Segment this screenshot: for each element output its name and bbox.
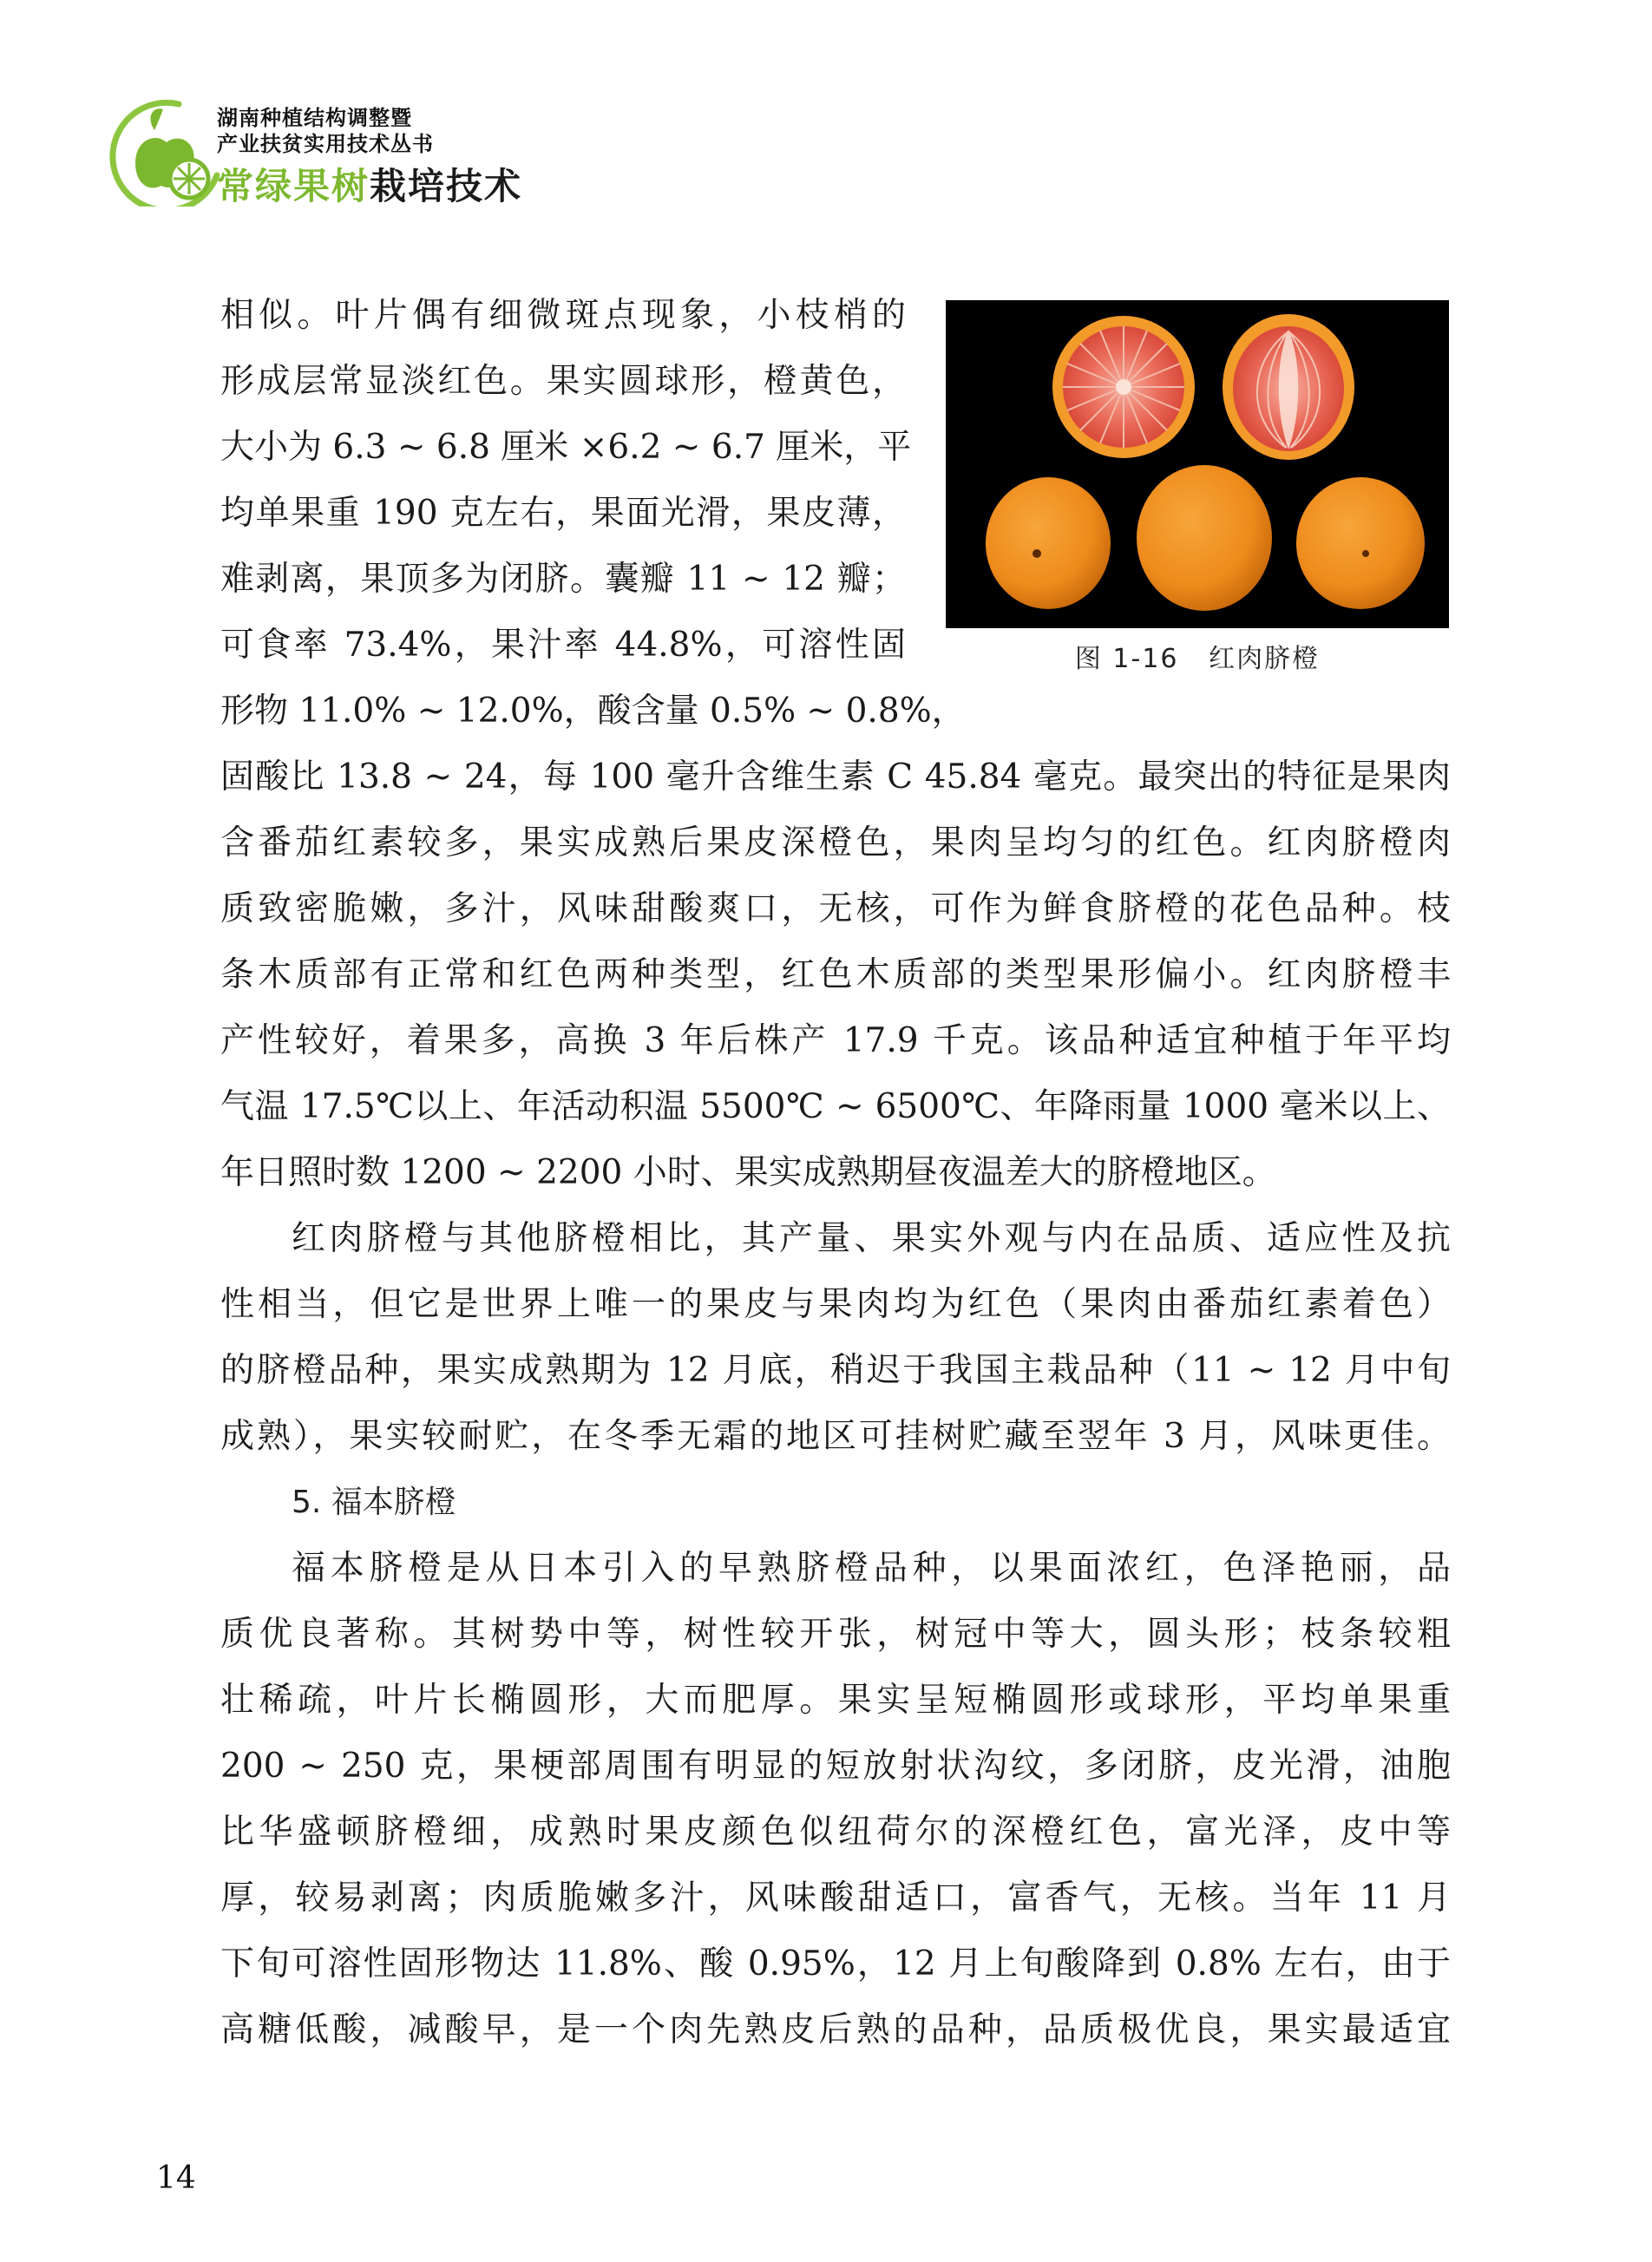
body-line: 质优良著称。其树势中等，树性较开张，树冠中等大，圆头形；枝条较粗 — [220, 1615, 1451, 1654]
body-line: 200 ~ 250 克，果梗部周围有明显的短放射状沟纹，多闭脐，皮光滑，油胞 — [220, 1747, 1451, 1786]
whole-orange-left — [986, 477, 1111, 609]
whole-orange-right — [1296, 477, 1425, 609]
body-line: 质致密脆嫩，多汁，风味甜酸爽口，无核，可作为鲜食脐橙的花色品种。枝 — [220, 889, 1451, 928]
book-title-dark: 栽培技术 — [370, 165, 523, 207]
figure-1-16 — [946, 300, 1449, 675]
body-line: 形物 11.0% ~ 12.0%，酸含量 0.5% ~ 0.8%， — [220, 692, 966, 731]
body-line: 高糖低酸，减酸早，是一个肉先熟皮后熟的品种，品质极优良，果实最适宜 — [220, 2010, 1451, 2049]
page-number: 14 — [156, 2160, 196, 2196]
body-line: 相似。叶片偶有细微斑点现象，小枝梢的 — [220, 296, 906, 335]
body-line: 难剥离，果顶多为闭脐。囊瓣 11 ~ 12 瓣； — [220, 560, 906, 599]
body-line: 固酸比 13.8 ~ 24，每 100 毫升含维生素 C 45.84 毫克。最突出的特征是果肉 — [220, 757, 1451, 797]
series-title-line-2: 产业扶贫实用技术丛书 — [217, 132, 434, 156]
citrus-logo-icon — [102, 95, 224, 207]
red-navel-orange-photo — [946, 300, 1449, 628]
body-line: 形成层常显淡红色。果实圆球形，橙黄色， — [220, 362, 906, 401]
body-line: 可食率 73.4%，果汁率 44.8%，可溶性固 — [220, 626, 906, 665]
body-line: 大小为 6.3 ~ 6.8 厘米 ×6.2 ~ 6.7 厘米，平 — [220, 428, 912, 467]
body-line: 条木质部有正常和红色两种类型，红色木质部的类型果形偏小。红肉脐橙丰 — [220, 955, 1451, 994]
figure-caption: 图 1-16 红肉脐橙 — [1074, 644, 1321, 674]
orange-longitudinal-section — [1223, 314, 1354, 460]
running-header — [102, 95, 588, 208]
whole-orange-middle — [1137, 465, 1272, 611]
body-line: 含番茄红素较多，果实成熟后果皮深橙色，果肉呈均匀的红色。红肉脐橙肉 — [220, 823, 1451, 862]
body-line: 厚，较易剥离；肉质脆嫩多汁，风味酸甜适口，富香气，无核。当年 11 月 — [220, 1878, 1451, 1918]
body-line: 的脐橙品种，果实成熟期为 12 月底，稍迟于我国主栽品种（11 ~ 12 月中旬 — [220, 1351, 1451, 1390]
series-title-line-1: 湖南种植结构调整暨 — [217, 106, 412, 130]
book-title-green: 常绿果树 — [217, 165, 370, 207]
body-line: 均单果重 190 克左右，果面光滑，果皮薄， — [220, 494, 906, 533]
body-line: 壮稀疏，叶片长椭圆形，大而肥厚。果实呈短椭圆形或球形，平均单果重 — [220, 1681, 1451, 1720]
body-line: 福本脐橙是从日本引入的早熟脐橙品种，以果面浓红，色泽艳丽，品 — [292, 1549, 1451, 1588]
body-line: 红肉脐橙与其他脐橙相比，其产量、果实外观与内在品质、适应性及抗 — [292, 1219, 1451, 1258]
body-line: 气温 17.5℃以上、年活动积温 5500℃ ~ 6500℃、年降雨量 1000 毫米以上、 — [220, 1087, 1451, 1126]
body-line: 产性较好，着果多，高换 3 年后株产 17.9 千克。该品种适宜种植于年平均 — [220, 1021, 1451, 1060]
orange-cross-section — [1052, 316, 1195, 458]
body-line: 年日照时数 1200 ~ 2200 小时、果实成熟期昼夜温差大的脐橙地区。 — [220, 1153, 1276, 1192]
body-line: 下旬可溶性固形物达 11.8%、酸 0.95%，12 月上旬酸降到 0.8% 左右，由于 — [220, 1944, 1451, 1983]
body-line: 成熟），果实较耐贮，在冬季无霜的地区可挂树贮藏至翌年 3 月，风味更佳。 — [220, 1417, 1451, 1456]
body-line: 比华盛顿脐橙细，成熟时果皮颜色似纽荷尔的深橙红色，富光泽，皮中等 — [220, 1813, 1451, 1852]
section-heading: 5. 福本脐橙 — [292, 1485, 456, 1520]
book-title — [217, 158, 522, 210]
body-line: 性相当，但它是世界上唯一的果皮与果肉均为红色（果肉由番茄红素着色） — [220, 1285, 1451, 1324]
